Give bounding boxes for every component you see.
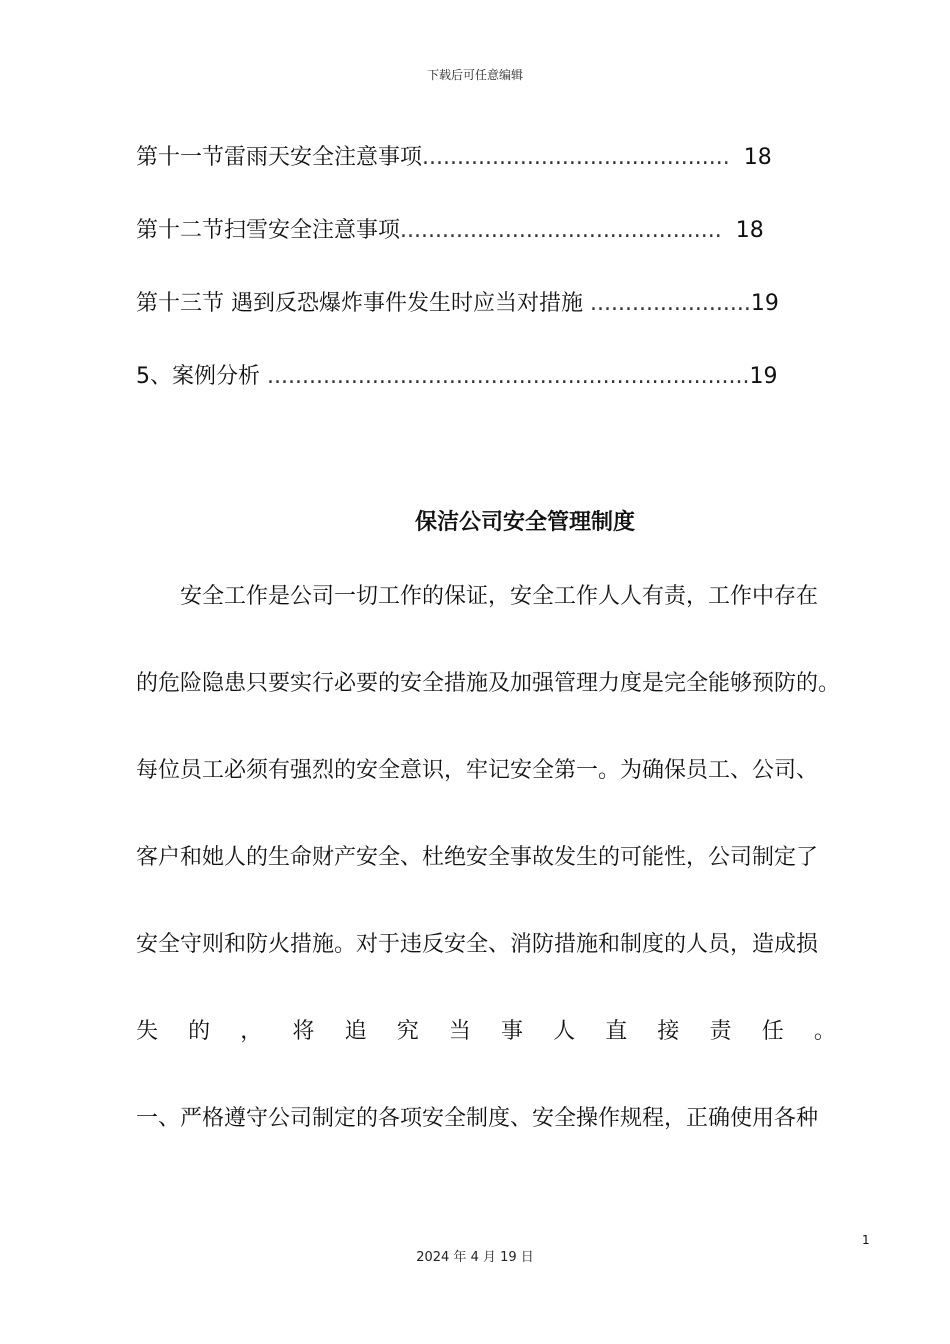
paragraph-line: 的危险隐患只要实行必要的安全措施及加强管理力度是完全能够预防的。 [136, 671, 841, 696]
spread-char: 事 [500, 1019, 523, 1044]
toc-leader-dots: ..................................................................... [267, 364, 750, 389]
spread-char: ， [240, 1019, 263, 1044]
spread-char: 。 [813, 1019, 836, 1044]
page-header: 下载后可任意编辑 [426, 68, 523, 82]
paragraph-line: 每位员工必须有强烈的安全意识，牢记安全第一。为确保员工、公司、 [136, 758, 819, 783]
spread-char: 直 [605, 1019, 628, 1044]
spread-char: 的 [188, 1019, 211, 1044]
page-number: 1 [862, 1233, 870, 1247]
page-footer-date: 2024 年 4 月 19 日 [416, 1250, 534, 1265]
paragraph-line: 客户和她人的生命财产安全、杜绝安全事故发生的可能性，公司制定了 [136, 845, 819, 870]
toc-entry-label: 第十二节扫雪安全注意事项 [136, 218, 401, 243]
justified-paragraph-line [136, 1014, 836, 1045]
spread-char: 当 [448, 1019, 471, 1044]
toc-entry-label: 5、案例分析 [136, 364, 267, 389]
toc-leader-dots: ............................................ [422, 145, 730, 170]
spread-char: 将 [292, 1019, 315, 1044]
paragraph-line: 安全守则和防火措施。对于违反安全、消防措施和制度的人员，造成损 [136, 932, 819, 957]
spread-char: 失 [136, 1019, 159, 1044]
toc-entry-page: 18 [743, 145, 772, 170]
spread-char: 究 [396, 1019, 419, 1044]
spread-char: 任 [761, 1019, 784, 1044]
toc-entry[interactable] [136, 359, 778, 390]
spread-char: 追 [344, 1019, 367, 1044]
spread-char: 接 [657, 1019, 680, 1044]
document-title: 保洁公司安全管理制度 [414, 510, 635, 535]
toc-leader-dots: ....................... [590, 291, 751, 316]
toc-entry-page: 19 [749, 364, 778, 389]
spread-char: 人 [553, 1019, 576, 1044]
rule-line: 一、严格遵守公司制定的各项安全制度、安全操作规程，正确使用各种 [136, 1106, 819, 1131]
toc-leader-dots: .............................................. [400, 218, 722, 243]
toc-entry[interactable] [136, 286, 779, 317]
toc-entry[interactable] [136, 213, 764, 244]
toc-entry-label: 第十三节 遇到反恐爆炸事件发生时应当对措施 [136, 291, 590, 316]
spread-char: 责 [709, 1019, 732, 1044]
toc-entry-page: 19 [750, 291, 779, 316]
toc-entry[interactable] [136, 140, 772, 171]
toc-entry-label: 第十一节雷雨天安全注意事项 [136, 145, 423, 170]
paragraph-line: 安全工作是公司一切工作的保证，安全工作人人有责，工作中存在 [180, 584, 819, 609]
toc-entry-page: 18 [735, 218, 764, 243]
